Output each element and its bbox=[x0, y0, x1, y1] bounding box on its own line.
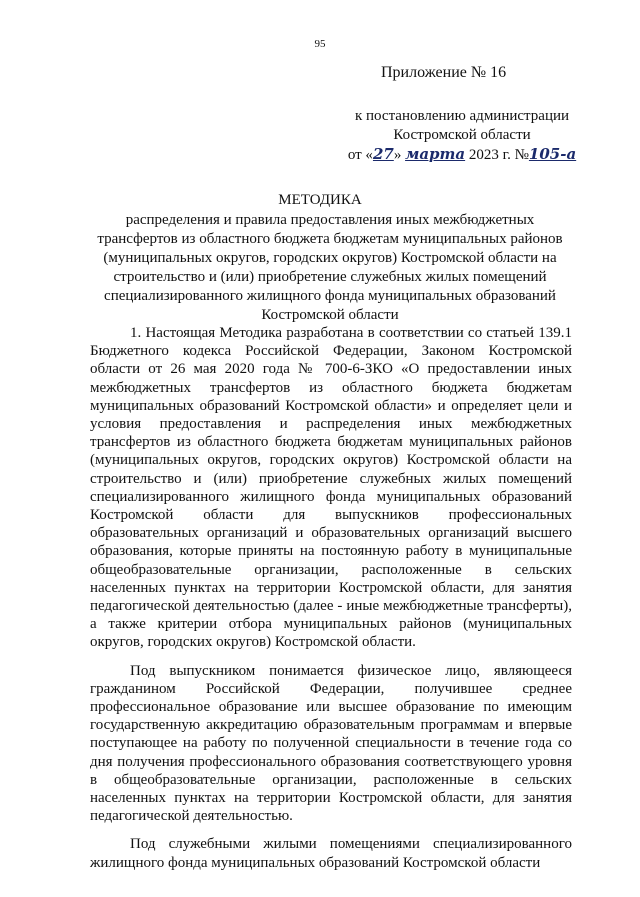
decree-line-2: Костромской области bbox=[393, 127, 531, 143]
decree-date-line bbox=[312, 145, 612, 165]
decree-date-prefix: от « bbox=[347, 147, 373, 163]
paragraph-1: 1. Настоящая Методика разработана в соответствии со статьей 139.1 Бюджетного кодекса Российской Федерации, Законом Костромской области от 26 мая 2020 года № 700-6-ЗКО «О предоставлении иных межбюджетных трансфертов из областного бюджета бюджетам муниципальных образований Костромской области» и определяет цели и условия предоставления и распределения иных межбюджетных трансфертов из областного бюджета бюджетам муниципальных районов (муниципальных округов, городских округов) Костромской области на строительство и (или) приобретение служебных жилых помещений специализированного жилищного фонда муниципальных образований Костромской области для выпускников профессиональных образовательных организаций и образовательных организаций высшего образования, которые приняты на постоянную работу в муниципальные общеобразовательные организации, расположенные в сельских населенных пунктах на территории Костромской области, для занятия педагогической деятельностью (далее - иные межбюджетные трансферты), а также критерии отбора муниципальных районов (муниципальных округов, городских округов) Костромской области. bbox=[90, 325, 572, 651]
decree-line-1: к постановлению администрации bbox=[354, 108, 570, 124]
decree-date-mid: » bbox=[393, 147, 402, 163]
paragraph-2: Под выпускником понимается физическое лицо, являющееся гражданином Российской Федерации, получившее среднее профессиональное образование или высшее образование по имеющим государственную аккредитацию образовательным программам и впервые поступающее на работу по полученной специальности в течение года со дня получения профессионального образования соответствующего уровня в общеобразовательные организации, расположенные в сельских населенных пунктах на территории Костромской области, для занятия педагогической деятельностью. bbox=[90, 662, 572, 825]
decree-reference bbox=[312, 107, 612, 165]
appendix-label: Приложение № 16 bbox=[381, 64, 507, 81]
document-body bbox=[90, 324, 572, 872]
paragraph-3: Под служебными жилыми помещениями специализированного жилищного фонда муниципальных образований Костромской области bbox=[90, 836, 572, 871]
decree-month-handwritten: марта bbox=[405, 145, 466, 163]
document-subtitle: распределения и правила предоставления иных межбюджетных трансфертов из областного бюджета бюджетам муниципальных районов (муниципальных округов, городских округов) Костромской области на строительство и (или) приобретение служебных жилых помещений специализированного жилищного фонда муниципальных образований Костромской области bbox=[97, 212, 563, 323]
decree-number-handwritten: 105-а bbox=[528, 145, 577, 163]
document-title: МЕТОДИКА bbox=[278, 192, 362, 208]
decree-day-handwritten: 27 bbox=[372, 145, 394, 163]
page-number: 95 bbox=[314, 38, 326, 50]
decree-year-part: 2023 г. № bbox=[468, 147, 529, 163]
